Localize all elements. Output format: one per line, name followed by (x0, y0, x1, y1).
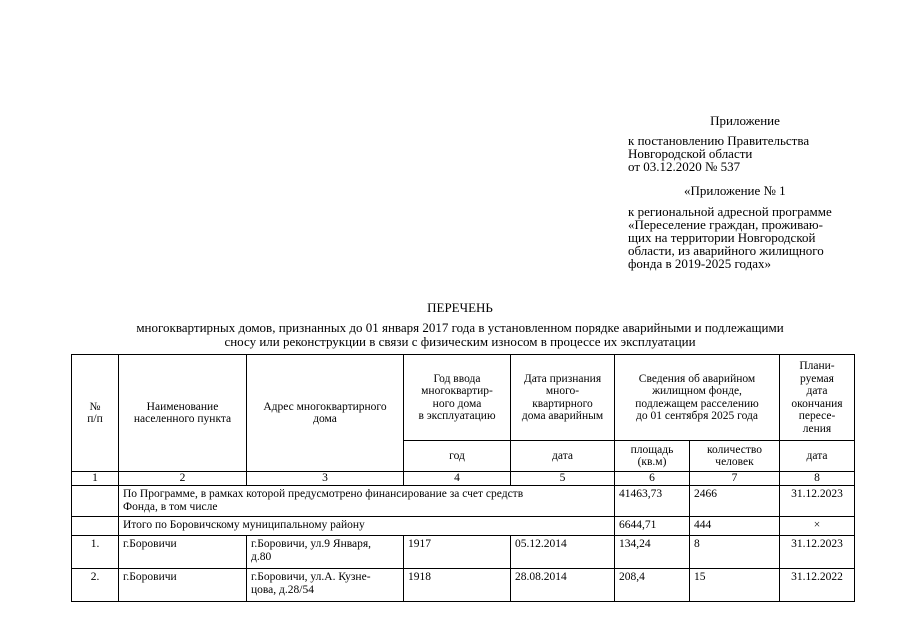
summary-row-program (72, 486, 855, 517)
empty-cell (72, 486, 119, 517)
column-number: 8 (780, 472, 855, 486)
column-number: 2 (119, 472, 247, 486)
column-number: 7 (690, 472, 780, 486)
summary-date: × (780, 517, 855, 536)
column-number: 6 (615, 472, 690, 486)
header-date-group: Дата признания много- квартирного дома аварийным (511, 355, 615, 441)
summary-row-district (72, 517, 855, 536)
column-number-row (72, 472, 855, 486)
header-settlement: Наименование населенного пункта (119, 355, 247, 472)
appendix-reference: к постановлению Правительства Новгородской области от 03.12.2020 № 537 (628, 133, 810, 174)
summary-label: Итого по Боровичскому муниципальному району (119, 517, 615, 536)
row-num: 1. (72, 536, 119, 569)
table-row (72, 536, 855, 569)
summary-people: 444 (690, 517, 780, 536)
column-number: 1 (72, 472, 119, 486)
appendix-title: Приложение (710, 113, 780, 128)
subheader-planned: дата (780, 441, 855, 472)
column-number: 3 (247, 472, 404, 486)
summary-area: 41463,73 (615, 486, 690, 517)
row-date: 28.08.2014 (511, 569, 615, 602)
row-num: 2. (72, 569, 119, 602)
table-header-row (72, 355, 855, 441)
row-year: 1918 (404, 569, 511, 602)
document-title: ПЕРЕЧЕНЬ (427, 300, 493, 315)
row-address: г.Боровичи, ул.А. Кузне- цова, д.28/54 (247, 569, 404, 602)
row-date: 05.12.2014 (511, 536, 615, 569)
table-row (72, 569, 855, 602)
summary-label: По Программе, в рамках которой предусмотрено финансирование за счет средств Фонда, в том числе (119, 486, 615, 517)
summary-area: 6644,71 (615, 517, 690, 536)
header-address: Адрес многоквартирного дома (247, 355, 404, 472)
appendix1-reference: к региональной адресной программе «Переселение граждан, проживаю- щих на территории Новгородской области, из аварийного жилищного фонда в 2019-2025 годах» (628, 204, 832, 271)
empty-cell (72, 517, 119, 536)
row-planned: 31.12.2022 (780, 569, 855, 602)
header-planned-group: Плани- руемая дата окончания пересе- ления (780, 355, 855, 441)
buildings-table (71, 354, 855, 602)
subheader-date: дата (511, 441, 615, 472)
appendix1-title: «Приложение № 1 (684, 183, 786, 198)
row-people: 15 (690, 569, 780, 602)
header-year-group: Год ввода многоквартир- ного дома в эксплуатацию (404, 355, 511, 441)
row-people: 8 (690, 536, 780, 569)
row-settlement: г.Боровичи (119, 536, 247, 569)
subheader-area: площадь (кв.м) (615, 441, 690, 472)
row-area: 208,4 (615, 569, 690, 602)
row-planned: 31.12.2023 (780, 536, 855, 569)
row-area: 134,24 (615, 536, 690, 569)
row-year: 1917 (404, 536, 511, 569)
header-info-group: Сведения об аварийном жилищном фонде, подлежащем расселению до 01 сентября 2025 года (615, 355, 780, 441)
row-address: г.Боровичи, ул.9 Января, д.80 (247, 536, 404, 569)
column-number: 5 (511, 472, 615, 486)
summary-date: 31.12.2023 (780, 486, 855, 517)
row-settlement: г.Боровичи (119, 569, 247, 602)
document-subtitle: многоквартирных домов, признанных до 01 января 2017 года в установленном порядке аварийными и подлежащими сносу или реконструкции в связи с физическим износом в процессе их эксплуатации (136, 320, 784, 349)
subheader-year: год (404, 441, 511, 472)
column-number: 4 (404, 472, 511, 486)
summary-people: 2466 (690, 486, 780, 517)
header-num: № п/п (72, 355, 119, 472)
subheader-people: количество человек (690, 441, 780, 472)
